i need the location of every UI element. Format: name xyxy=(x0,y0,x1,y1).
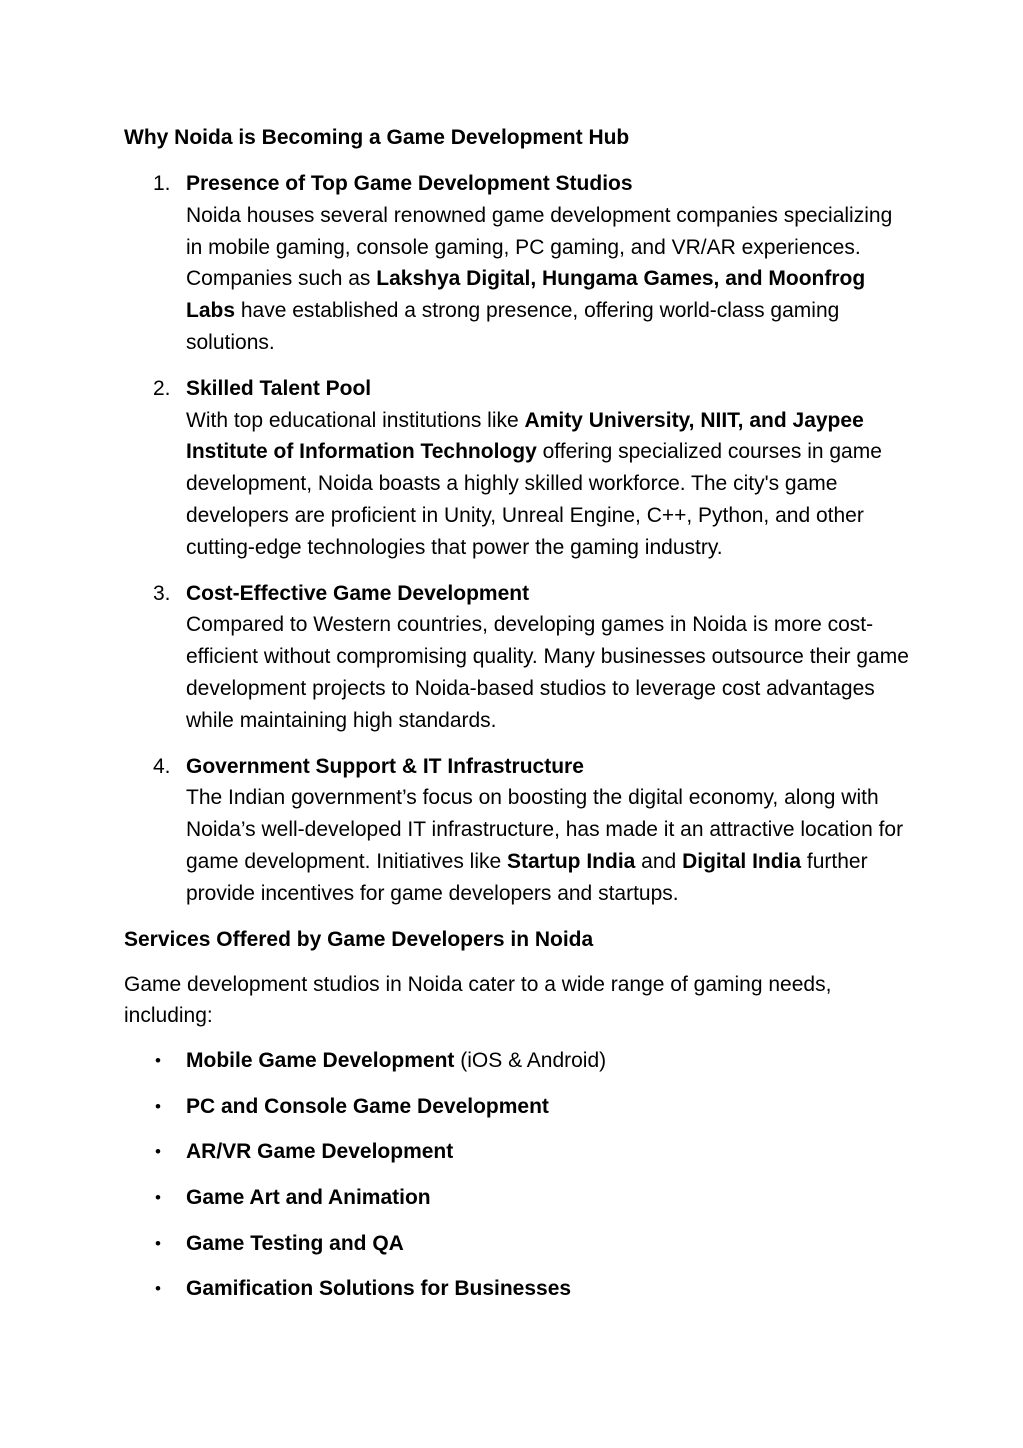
item-title: Skilled Talent Pool xyxy=(186,376,372,400)
service-label: Gamification Solutions for Businesses xyxy=(186,1277,572,1301)
body-text: have established a strong presence, offering world-class gaming solutions. xyxy=(186,299,840,354)
bullet-icon: • xyxy=(155,1142,161,1162)
item-body xyxy=(186,782,914,909)
services-intro: Game development studios in Noida cater to a wide range of gaming needs, including: xyxy=(124,972,832,1028)
service-label: Mobile Game Development xyxy=(186,1049,455,1073)
list-item xyxy=(124,373,914,564)
item-title: Cost-Effective Game Development xyxy=(186,581,530,605)
reasons-list xyxy=(124,168,914,910)
item-title: Government Support & IT Infrastructure xyxy=(186,754,584,778)
list-number: 2. xyxy=(153,376,171,400)
list-item xyxy=(124,1273,914,1305)
list-item xyxy=(124,1045,914,1077)
list-item xyxy=(124,578,914,737)
body-bold-text: Lakshya Digital, Hungama Games, and Moonfrog Labs xyxy=(186,267,866,323)
item-title: Presence of Top Game Development Studios xyxy=(186,172,633,195)
body-text: and xyxy=(635,849,683,873)
body-text: The Indian government’s focus on boosting the digital economy, along with Noida’s well-developed IT infrastructure, has made it an attractive location for game development. Initiatives like xyxy=(186,786,904,873)
body-text: offering specialized courses in game development, Noida boasts a highly skilled workforce. The city's game developers are proficient in Unity, Unreal Engine, C++, Python, and other cutting-edge technologies that power the gaming industry. xyxy=(186,440,882,559)
service-suffix: (iOS & Android) xyxy=(454,1049,607,1073)
list-item xyxy=(124,1091,914,1123)
bullet-icon: • xyxy=(155,1233,161,1253)
service-label: Game Art and Animation xyxy=(186,1185,431,1209)
list-item xyxy=(124,168,914,359)
bullet-icon: • xyxy=(155,1096,161,1116)
item-body xyxy=(186,200,914,359)
services-list xyxy=(124,1045,914,1305)
list-number: 3. xyxy=(153,581,171,605)
service-label: AR/VR Game Development xyxy=(186,1140,454,1164)
body-text: With top educational institutions like xyxy=(186,408,525,432)
section-heading-noida-hub: Why Noida is Becoming a Game Development Hub xyxy=(124,126,630,149)
body-bold-text: Digital India xyxy=(682,849,802,873)
list-item xyxy=(124,1136,914,1168)
service-label: Game Testing and QA xyxy=(186,1231,404,1255)
document-page xyxy=(124,122,914,1319)
bullet-icon: • xyxy=(155,1279,161,1299)
bullet-icon: • xyxy=(155,1187,161,1207)
list-item xyxy=(124,1182,914,1214)
list-item xyxy=(124,751,914,910)
list-number: 4. xyxy=(153,754,171,778)
section-heading-services: Services Offered by Game Developers in Noida xyxy=(124,927,594,951)
item-body: Compared to Western countries, developing games in Noida is more cost-efficient without compromising quality. Many businesses outsource their game development projects to Noida-based studios to leverage cost advantages while maintaining high standards. xyxy=(186,613,909,732)
body-text: Noida houses several renowned game development companies specializing in mobile gaming, console gaming, PC gaming, and VR/AR experiences. Companies such as xyxy=(186,203,893,291)
list-number: 1. xyxy=(153,172,171,195)
body-bold-text: Amity University, NIIT, and Jaypee Institute of Information Technology xyxy=(186,408,864,464)
body-bold-text: Startup India xyxy=(507,849,636,873)
list-item xyxy=(124,1228,914,1260)
item-body xyxy=(186,405,914,564)
bullet-icon: • xyxy=(155,1051,161,1071)
body-text: further provide incentives for game developers and startups. xyxy=(186,849,868,905)
service-label: PC and Console Game Development xyxy=(186,1094,549,1118)
